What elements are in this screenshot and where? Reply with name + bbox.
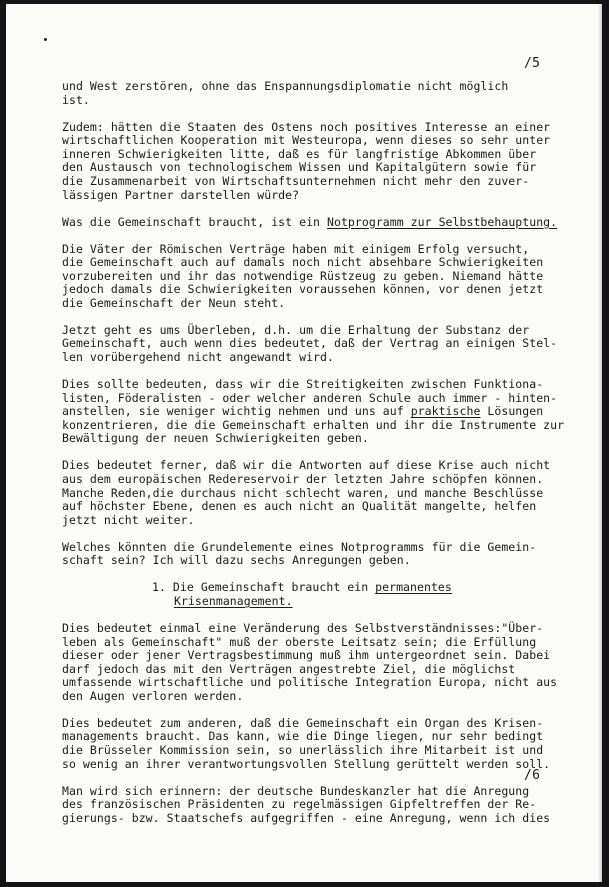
- document-page: [6, 4, 602, 882]
- paragraph-11: [62, 785, 592, 826]
- heading-line: [152, 581, 592, 595]
- text-line: Dies bedeutet zum anderen, daß die Gemeinschaft ein Organ des Krisen-: [62, 715, 544, 730]
- text-line: jetzt nicht weiter.: [62, 512, 195, 527]
- text-line: die Gemeinschaft der Neun steht.: [62, 295, 286, 310]
- text-line: Dies sollte bedeuten, dass wir die Streitigkeiten zwischen Funktiona-: [62, 377, 544, 392]
- text-line: und West zerstören, ohne das Enspannungsdiplomatie nicht möglich: [62, 79, 509, 93]
- document-body: [62, 80, 592, 839]
- text-line: den Austausch von technologischem Wissen und Kapitalgütern sowie für: [62, 160, 537, 175]
- paragraph-3: [62, 216, 592, 230]
- text-line: [62, 405, 592, 419]
- text-line: Zudem: hätten die Staaten des Ostens noch positives Interesse an einer: [62, 119, 551, 134]
- paragraph-6: [62, 378, 592, 446]
- text-line: des französischen Präsidenten zu regelmässigen Gipfeltreffen der Re-: [62, 797, 537, 812]
- heading-text: 1. Die Gemeinschaft braucht ein: [152, 580, 376, 595]
- text-line: Gemeinschaft, auch wenn dies bedeutet, daß der Vertrag an einigen Stel-: [62, 336, 558, 351]
- text-line: Dies bedeutet einmal eine Veränderung des Selbstverständnisses:"Über-: [62, 620, 544, 635]
- text-line: wirtschaftlichen Kooperation mit Westeuropa, wenn dieses so sehr unter: [62, 133, 551, 148]
- text-line: konzentrieren, die die Gemeinschaft erhalten und ihr die Instrumente zur: [62, 417, 565, 432]
- text-line: listen, Föderalisten - oder welcher anderen Schule auch immer - hinten-: [62, 390, 558, 405]
- text-line: vorzubereiten und ihr das notwendige Rüstzeug zu geben. Niemand hätte: [62, 268, 544, 283]
- text-line: lässigen Partner darstellen würde?: [62, 187, 300, 202]
- text-line: aus dem europäischen Redereservoir der letzten Jahre schöpfen können.: [62, 472, 544, 486]
- text-line: auf höchster Ebene, denen es auch nicht an Qualität mangelte, helfen: [62, 499, 537, 514]
- heading-underlined: permanentes: [375, 580, 452, 595]
- text-line: umfassende wirtschaftliche und politische Integration Europa, nicht aus: [62, 675, 558, 690]
- text-line: Jetzt geht es ums Überleben, d.h. um die Erhaltung der Substanz der: [62, 322, 530, 337]
- text-line: Man wird sich erinnern: der deutsche Bundeskanzler hat die Anregung: [62, 783, 530, 798]
- page-number-top: /5: [524, 56, 541, 71]
- heading-underlined: Krisenmanagement.: [174, 593, 293, 608]
- text-line: gierungs- bzw. Staatschefs aufgegriffen - eine Anregung, wenn ich dies: [62, 810, 551, 825]
- text-line: schaft sein? Ich will dazu sechs Anregungen geben.: [62, 553, 411, 568]
- text-line: die Brüsseler Kommission sein, so unerlässlich ihre Mitarbeit ist und: [62, 743, 544, 758]
- text-line: inneren Schwierigkeiten litte, daß es für langfristige Abkommen über: [62, 146, 537, 161]
- text-line: dieser oder jener Vertragsbestimmung muß ihm untergeordnet sein. Dabei: [62, 648, 551, 663]
- text-run: Was die Gemeinschaft braucht, ist ein: [62, 214, 327, 229]
- text-line: [62, 216, 592, 230]
- page-number-bottom: /6: [524, 768, 541, 783]
- underlined-phrase: Notprogramm zur Selbstbehauptung.: [327, 214, 558, 229]
- heading-line: [152, 595, 592, 609]
- text-line: len vorübergehend nicht angewandt wird.: [62, 350, 334, 365]
- text-line: die Gemeinschaft auch auf damals noch nicht absehbare Schwierigkeiten: [62, 255, 544, 270]
- paragraph-5: [62, 324, 592, 365]
- text-line: leben als Gemeinschaft" muß der oberste Leitsatz sein; die Erfüllung: [62, 634, 537, 649]
- text-line: jedoch damals die Schwierigkeiten voraussehen können, vor denen jetzt: [62, 282, 544, 297]
- text-line: Die Väter der Römischen Verträge haben mit einigem Erfolg versucht,: [62, 241, 530, 256]
- paragraph-10: [62, 717, 592, 771]
- text-line: Manche Reden,die durchaus nicht schlecht waren, und manche Beschlüsse: [62, 485, 544, 500]
- text-line: Welches könnten die Grundelemente eines Notprogramms für die Gemein-: [62, 539, 537, 554]
- text-line: darf jedoch das mit den Verträgen angestrebte Ziel, die möglichst: [62, 661, 516, 676]
- paragraph-2: [62, 121, 592, 203]
- text-line: so wenig an ihrer verantwortungsvollen Stellung gerüttelt werden soll.: [62, 756, 551, 771]
- punch-mark: [44, 38, 47, 41]
- text-line: managements braucht. Das kann, wie die Dinge liegen, nur sehr bedingt: [62, 729, 544, 744]
- page-edge-shadow: [598, 4, 602, 882]
- text-run: Lösungen: [480, 404, 544, 419]
- paragraph-7: [62, 459, 592, 527]
- text-line: den Augen verloren werden.: [62, 688, 244, 703]
- text-line: die Zusammenarbeit von Wirtschaftsunternehmen nicht mehr den zuver-: [62, 173, 530, 188]
- paragraph-4: [62, 243, 592, 311]
- paragraph-9: [62, 622, 592, 704]
- paragraph-1: [62, 80, 592, 107]
- text-run: anstellen, sie weniger wichtig nehmen und uns auf: [62, 404, 411, 419]
- text-line: Dies bedeutet ferner, daß wir die Antworten auf diese Krise auch nicht: [62, 458, 551, 473]
- paragraph-8: [62, 541, 592, 568]
- section-heading: [62, 581, 592, 608]
- text-line: ist.: [62, 92, 90, 107]
- text-line: Bewältigung der neuen Schwierigkeiten geben.: [62, 431, 369, 446]
- underlined-word: praktische: [410, 404, 481, 419]
